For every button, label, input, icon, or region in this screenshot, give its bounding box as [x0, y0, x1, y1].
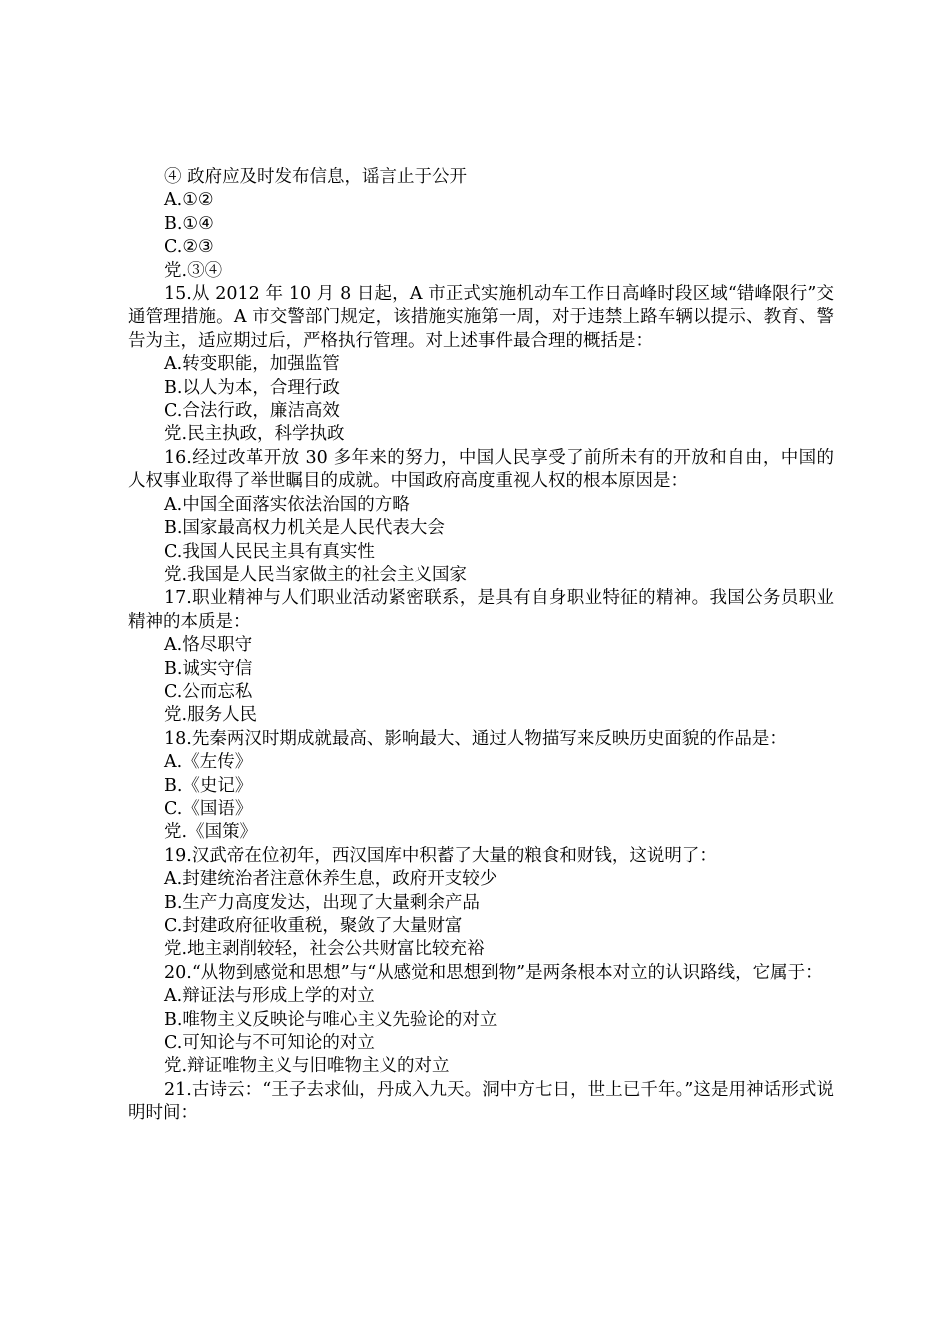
text-line-q19-b: B.生产力高度发达，出现了大量剩余产品: [164, 892, 480, 913]
text-line-q16-a: A.中国全面落实依法治国的方略: [164, 494, 410, 515]
text-line-q18-b: B.《史记》: [164, 775, 253, 796]
text-line-q20-a: A.辩证法与形成上学的对立: [164, 986, 375, 1007]
text-line-q20: 20.“从物到感觉和思想”与“从感觉和思想到物”是两条根本对立的认识路线，它属于：: [164, 962, 823, 983]
text-line-q15-d: 党.民主执政，科学执政: [164, 424, 345, 445]
document-body: [128, 166, 834, 1126]
text-line-q15-a: A.转变职能，加强监管: [164, 354, 340, 375]
text-line-q20-b: B.唯物主义反映论与唯心主义先验论的对立: [164, 1009, 498, 1030]
text-line-q14-c: C.②③: [164, 237, 214, 258]
text-line-q17-c: C.公而忘私: [164, 681, 253, 702]
text-line-q15-c: C.合法行政，廉洁高效: [164, 401, 340, 422]
text-line-q14-b: B.①④: [164, 213, 214, 234]
text-line-item-4: ④ 政府应及时发布信息，谣言止于公开: [164, 167, 468, 187]
text-line-q18-d: 党.《国策》: [164, 822, 258, 843]
text-line-q17: 17.职业精神与人们职业活动紧密联系，是具有自身职业特征的精神。我国公务员职业精神的本质是：: [128, 588, 834, 632]
text-line-q19: 19.汉武帝在位初年，西汉国库中积蓄了大量的粮食和财钱，这说明了：: [164, 845, 717, 866]
text-line-q16-d: 党.我国是人民当家做主的社会主义国家: [164, 564, 468, 585]
text-line-q20-c: C.可知论与不可知论的对立: [164, 1033, 375, 1054]
text-line-q18-c: C.《国语》: [164, 798, 253, 819]
text-line-q20-d: 党.辩证唯物主义与旧唯物主义的对立: [164, 1056, 450, 1077]
text-line-q19-d: 党.地主剥削较轻，社会公共财富比较充裕: [164, 939, 485, 960]
text-line-q17-a: A.恪尽职守: [164, 635, 253, 656]
text-line-q15-b: B.以人为本，合理行政: [164, 377, 340, 398]
text-line-q14-a: A.①②: [164, 190, 214, 211]
text-line-q19-a: A.封建统治者注意休养生息，政府开支较少: [164, 869, 498, 890]
text-line-q17-d: 党.服务人民: [164, 705, 258, 726]
text-line-q16: 16.经过改革开放 30 多年来的努力，中国人民享受了前所未有的开放和自由，中国的人权事业取得了举世瞩目的成就。中国政府高度重视人权的根本原因是：: [128, 447, 834, 492]
text-line-q18: 18.先秦两汉时期成就最高、影响最大、通过人物描写来反映历史面貌的作品是：: [164, 728, 787, 749]
text-line-q16-b: B.国家最高权力机关是人民代表大会: [164, 518, 445, 539]
text-line-q18-a: A.《左传》: [164, 752, 253, 773]
text-line-q14-d: 党.③④: [164, 260, 223, 281]
text-line-q19-c: C.封建政府征收重税，聚敛了大量财富: [164, 916, 463, 936]
text-line-q21: 21.古诗云：“王子去求仙，丹成入九天。洞中方七日，世上已千年。”这是用神话形式说明时间：: [128, 1079, 834, 1124]
text-line-q16-c: C.我国人民民主具有真实性: [164, 541, 375, 562]
text-line-q15: 15.从 2012 年 10 月 8 日起，A 市正式实施机动车工作日高峰时段区域“错峰限行”交通管理措施。A 市交警部门规定，该措施实施第一周，对于违禁上路车辆以提示、教育、警告为主，适应期过后，严格执行管理。对上述事件最合理的概括是：: [128, 284, 834, 351]
text-line-q17-b: B.诚实守信: [164, 658, 253, 679]
